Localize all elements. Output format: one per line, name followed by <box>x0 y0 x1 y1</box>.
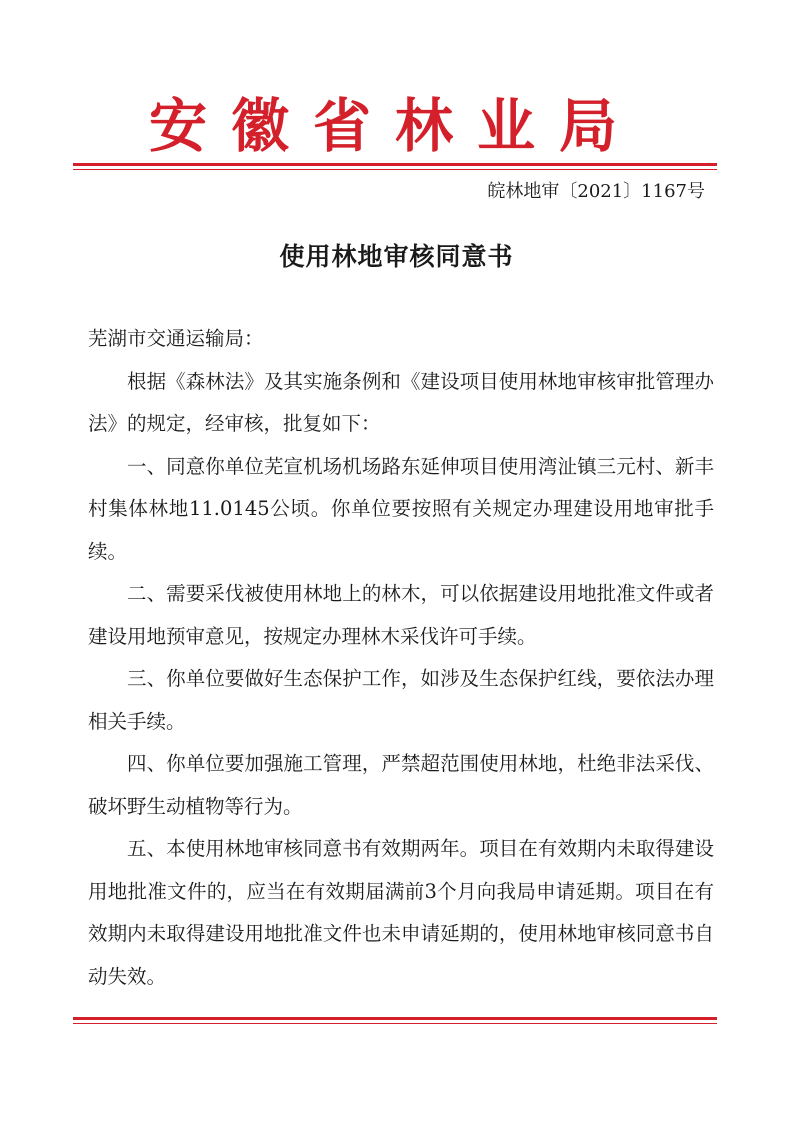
issuing-authority-header: 安徽省林业局 <box>148 92 641 160</box>
header-red-rule-thin <box>73 169 717 170</box>
document-body <box>88 318 714 998</box>
paragraph-item-1: 一、同意你单位芜宣机场机场路东延伸项目使用湾沚镇三元村、新丰村集体林地11.0145公顷。你单位要按照有关规定办理建设用地审批手续。 <box>88 454 714 563</box>
paragraph-preamble: 根据《森林法》及其实施条例和《建设项目使用林地审核审批管理办法》的规定，经审核，批复如下： <box>88 369 714 435</box>
paragraph-item-4: 四、你单位要加强施工管理，严禁超范围使用林地，杜绝非法采伐、破坏野生动植物等行为。 <box>88 752 714 818</box>
footer-red-rule-thick <box>73 1017 717 1020</box>
paragraph-item-5: 五、本使用林地审核同意书有效期两年。项目在有效期内未取得建设用地批准文件的，应当在有效期届满前3个月向我局申请延期。项目在有效期内未取得建设用地批准文件也未申请延期的，使用林地审核同意书自动失效。 <box>88 837 714 988</box>
paragraph-item-2: 二、需要采伐被使用林地上的林木，可以依据建设用地批准文件或者建设用地预审意见，按规定办理林木采伐许可手续。 <box>88 582 714 648</box>
document-title: 使用林地审核同意书 <box>279 242 514 271</box>
paragraph-item-3: 三、你单位要做好生态保护工作，如涉及生态保护红线，要依法办理相关手续。 <box>88 667 714 733</box>
document-number: 皖林地审〔2021〕1167号 <box>487 181 705 202</box>
header-red-rule-thick <box>73 163 717 166</box>
addressee: 芜湖市交通运输局： <box>88 327 264 350</box>
footer-red-rule-thin <box>73 1023 717 1024</box>
